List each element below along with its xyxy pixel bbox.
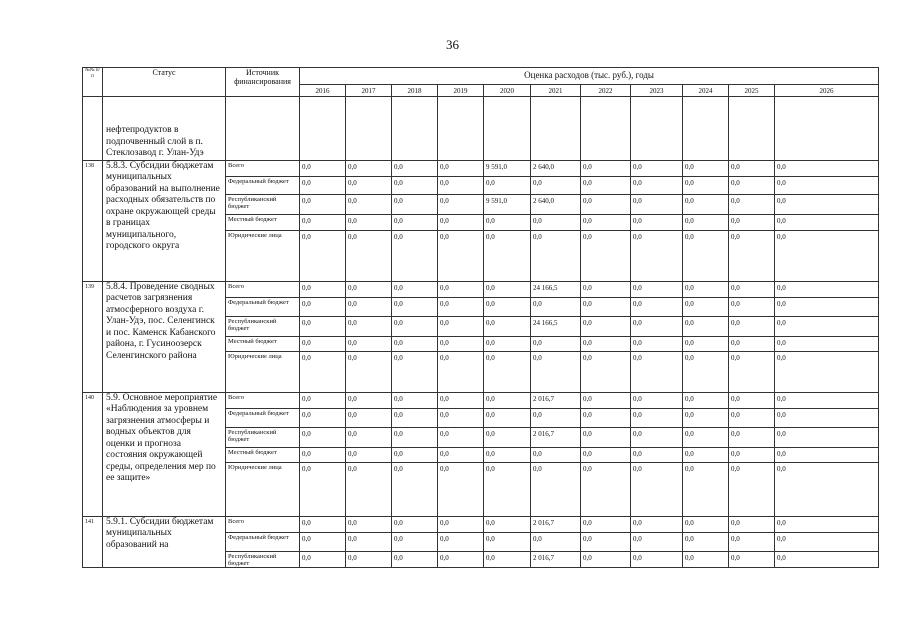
value-cell: 0,0 (581, 408, 631, 427)
value-cell: 0,0 (775, 176, 879, 194)
source-cell: Федеральный бюджет (226, 176, 300, 194)
status-cell: 5.8.3. Субсидии бюджетам муниципальных образований на выполнение расходных обязательств по охране окружающей среды в границах муниципального, городского округа (103, 160, 226, 281)
value-cell: 0,0 (729, 316, 775, 336)
source-cell: Республиканский бюджет (226, 551, 300, 567)
value-cell: 0,0 (683, 551, 729, 567)
value-cell: 0,0 (683, 392, 729, 408)
row-number: 139 (83, 281, 103, 392)
value-cell: 0,0 (531, 532, 581, 551)
value-cell: 0,0 (683, 408, 729, 427)
value-cell: 0,0 (300, 194, 346, 214)
value-cell: 0,0 (683, 516, 729, 532)
value-cell: 0,0 (392, 281, 438, 297)
value-cell: 0,0 (631, 176, 683, 194)
value-cell: 0,0 (729, 281, 775, 297)
value-cell: 0,0 (300, 281, 346, 297)
source-cell: Федеральный бюджет (226, 408, 300, 427)
value-cell: 0,0 (729, 447, 775, 462)
value-cell: 0,0 (775, 408, 879, 427)
value-cell: 0,0 (683, 281, 729, 297)
header-year: 2024 (683, 85, 729, 97)
value-cell: 0,0 (484, 297, 531, 316)
value-cell: 0,0 (631, 532, 683, 551)
value-cell: 9 591,0 (484, 194, 531, 214)
row-number: 141 (83, 516, 103, 567)
value-cell: 0,0 (581, 447, 631, 462)
value-cell: 0,0 (346, 462, 392, 516)
value-cell: 0,0 (683, 194, 729, 214)
value-cell: 0,0 (581, 336, 631, 351)
value-cell: 0,0 (300, 336, 346, 351)
status-cell: 5.9. Основное мероприятие «Наблюдения за уровнем загрязнения атмосферы и водных объектов для оценки и прогноза состояния окружающей среды, определения мер по ее защите» (103, 392, 226, 516)
value-cell: 0,0 (346, 160, 392, 176)
value-cell: 0,0 (438, 427, 484, 447)
source-cell: Республиканский бюджет (226, 316, 300, 336)
value-cell: 0,0 (300, 351, 346, 392)
value-cell: 0,0 (438, 551, 484, 567)
value-cell: 0,0 (300, 427, 346, 447)
value-cell: 0,0 (300, 447, 346, 462)
value-cell: 0,0 (683, 462, 729, 516)
value-cell: 0,0 (438, 160, 484, 176)
value-cell (484, 97, 531, 161)
header-year: 2016 (300, 85, 346, 97)
value-cell: 0,0 (683, 351, 729, 392)
value-cell (631, 97, 683, 161)
value-cell: 0,0 (484, 532, 531, 551)
value-cell: 0,0 (300, 551, 346, 567)
value-cell: 0,0 (300, 160, 346, 176)
value-cell: 0,0 (484, 392, 531, 408)
value-cell: 0,0 (531, 447, 581, 462)
value-cell: 0,0 (484, 462, 531, 516)
value-cell: 2 640,0 (531, 194, 581, 214)
value-cell: 0,0 (581, 516, 631, 532)
value-cell: 0,0 (581, 230, 631, 281)
value-cell: 0,0 (346, 551, 392, 567)
value-cell: 0,0 (392, 462, 438, 516)
value-cell: 0,0 (775, 462, 879, 516)
value-cell: 0,0 (775, 351, 879, 392)
value-cell: 0,0 (531, 297, 581, 316)
value-cell: 0,0 (729, 176, 775, 194)
value-cell: 0,0 (631, 281, 683, 297)
source-cell: Всего (226, 281, 300, 297)
value-cell: 0,0 (729, 516, 775, 532)
value-cell: 0,0 (300, 297, 346, 316)
value-cell: 0,0 (581, 392, 631, 408)
header-status: Статус (103, 68, 226, 97)
value-cell: 0,0 (729, 462, 775, 516)
row-number (83, 97, 103, 161)
value-cell: 0,0 (346, 230, 392, 281)
value-cell: 0,0 (775, 427, 879, 447)
value-cell: 0,0 (392, 214, 438, 230)
value-cell: 0,0 (392, 532, 438, 551)
row-number: 138 (83, 160, 103, 281)
header-year: 2019 (438, 85, 484, 97)
status-cell: 5.9.1. Субсидии бюджетам муниципальных образований на (103, 516, 226, 567)
source-cell: Республиканский бюджет (226, 427, 300, 447)
value-cell: 0,0 (300, 214, 346, 230)
value-cell: 0,0 (775, 336, 879, 351)
value-cell: 0,0 (438, 316, 484, 336)
value-cell: 0,0 (300, 230, 346, 281)
source-cell: Всего (226, 516, 300, 532)
value-cell: 0,0 (729, 532, 775, 551)
value-cell: 0,0 (300, 408, 346, 427)
value-cell: 0,0 (392, 160, 438, 176)
value-cell: 0,0 (438, 176, 484, 194)
value-cell: 0,0 (484, 281, 531, 297)
source-cell: Федеральный бюджет (226, 532, 300, 551)
value-cell: 0,0 (775, 214, 879, 230)
value-cell: 0,0 (729, 427, 775, 447)
value-cell: 0,0 (729, 408, 775, 427)
value-cell: 0,0 (484, 214, 531, 230)
value-cell: 0,0 (775, 281, 879, 297)
header-year: 2026 (775, 85, 879, 97)
value-cell: 0,0 (531, 214, 581, 230)
value-cell: 0,0 (438, 214, 484, 230)
value-cell: 0,0 (438, 336, 484, 351)
value-cell (775, 97, 879, 161)
source-cell: Республиканский бюджет (226, 194, 300, 214)
value-cell: 0,0 (775, 160, 879, 176)
value-cell: 0,0 (775, 532, 879, 551)
value-cell: 0,0 (581, 160, 631, 176)
value-cell: 0,0 (484, 551, 531, 567)
value-cell: 0,0 (581, 281, 631, 297)
value-cell: 0,0 (531, 336, 581, 351)
value-cell: 0,0 (729, 336, 775, 351)
source-cell: Федеральный бюджет (226, 297, 300, 316)
value-cell: 0,0 (438, 281, 484, 297)
row-number: 140 (83, 392, 103, 516)
value-cell: 0,0 (581, 462, 631, 516)
value-cell: 0,0 (531, 176, 581, 194)
header-year: 2020 (484, 85, 531, 97)
value-cell: 0,0 (729, 551, 775, 567)
value-cell: 0,0 (392, 316, 438, 336)
value-cell: 0,0 (775, 516, 879, 532)
source-cell: Юридические лица (226, 230, 300, 281)
header-year: 2025 (729, 85, 775, 97)
value-cell: 0,0 (392, 408, 438, 427)
source-cell (226, 97, 300, 161)
value-cell: 0,0 (346, 408, 392, 427)
value-cell: 0,0 (631, 392, 683, 408)
value-cell (683, 97, 729, 161)
value-cell: 0,0 (346, 532, 392, 551)
value-cell: 0,0 (346, 297, 392, 316)
value-cell: 0,0 (300, 316, 346, 336)
value-cell: 0,0 (775, 447, 879, 462)
source-cell: Местный бюджет (226, 214, 300, 230)
value-cell: 0,0 (438, 408, 484, 427)
value-cell: 0,0 (392, 516, 438, 532)
value-cell: 0,0 (484, 316, 531, 336)
value-cell: 0,0 (775, 297, 879, 316)
value-cell: 0,0 (581, 214, 631, 230)
value-cell (346, 97, 392, 161)
header-year: 2022 (581, 85, 631, 97)
value-cell: 0,0 (438, 194, 484, 214)
value-cell (300, 97, 346, 161)
source-cell: Местный бюджет (226, 336, 300, 351)
value-cell: 0,0 (484, 408, 531, 427)
value-cell: 0,0 (484, 230, 531, 281)
value-cell: 0,0 (631, 447, 683, 462)
source-cell: Всего (226, 160, 300, 176)
value-cell: 0,0 (683, 297, 729, 316)
value-cell: 0,0 (438, 516, 484, 532)
value-cell: 0,0 (531, 230, 581, 281)
value-cell: 0,0 (438, 297, 484, 316)
value-cell (729, 97, 775, 161)
value-cell: 0,0 (484, 427, 531, 447)
value-cell: 0,0 (346, 336, 392, 351)
value-cell: 0,0 (581, 427, 631, 447)
value-cell: 0,0 (346, 516, 392, 532)
value-cell: 0,0 (392, 427, 438, 447)
value-cell: 0,0 (438, 351, 484, 392)
value-cell: 2 016,7 (531, 551, 581, 567)
value-cell: 0,0 (631, 462, 683, 516)
value-cell: 0,0 (300, 176, 346, 194)
value-cell: 0,0 (683, 230, 729, 281)
value-cell: 0,0 (392, 447, 438, 462)
value-cell: 0,0 (631, 316, 683, 336)
value-cell: 0,0 (729, 297, 775, 316)
value-cell: 0,0 (581, 297, 631, 316)
value-cell: 0,0 (775, 392, 879, 408)
value-cell: 0,0 (531, 351, 581, 392)
value-cell: 0,0 (683, 316, 729, 336)
value-cell: 0,0 (346, 351, 392, 392)
value-cell: 0,0 (346, 316, 392, 336)
header-number: №№ п/п (83, 68, 103, 97)
value-cell: 0,0 (346, 214, 392, 230)
value-cell: 0,0 (631, 351, 683, 392)
value-cell: 0,0 (392, 351, 438, 392)
value-cell: 0,0 (392, 176, 438, 194)
value-cell: 0,0 (729, 351, 775, 392)
value-cell: 0,0 (683, 160, 729, 176)
value-cell: 0,0 (631, 230, 683, 281)
value-cell: 0,0 (581, 194, 631, 214)
value-cell: 0,0 (581, 351, 631, 392)
value-cell: 0,0 (438, 532, 484, 551)
value-cell: 0,0 (775, 194, 879, 214)
value-cell: 0,0 (484, 336, 531, 351)
value-cell: 0,0 (631, 516, 683, 532)
value-cell: 0,0 (300, 532, 346, 551)
value-cell: 0,0 (775, 230, 879, 281)
value-cell: 0,0 (392, 194, 438, 214)
table-row (83, 97, 879, 161)
value-cell: 0,0 (631, 336, 683, 351)
value-cell: 0,0 (531, 408, 581, 427)
value-cell: 0,0 (631, 427, 683, 447)
value-cell: 0,0 (683, 176, 729, 194)
value-cell: 0,0 (631, 297, 683, 316)
value-cell: 0,0 (392, 551, 438, 567)
table-row (83, 160, 879, 176)
value-cell: 0,0 (729, 392, 775, 408)
budget-table (82, 67, 879, 568)
value-cell: 0,0 (392, 392, 438, 408)
header-year: 2017 (346, 85, 392, 97)
value-cell (438, 97, 484, 161)
table-row (83, 516, 879, 532)
value-cell: 0,0 (683, 214, 729, 230)
page-number: 36 (446, 37, 459, 52)
value-cell (581, 97, 631, 161)
value-cell: 0,0 (392, 336, 438, 351)
value-cell: 0,0 (729, 160, 775, 176)
value-cell: 0,0 (484, 351, 531, 392)
value-cell: 0,0 (683, 447, 729, 462)
value-cell: 0,0 (392, 230, 438, 281)
value-cell: 0,0 (531, 462, 581, 516)
header-year: 2018 (392, 85, 438, 97)
value-cell: 0,0 (683, 427, 729, 447)
value-cell: 0,0 (729, 194, 775, 214)
value-cell: 0,0 (683, 336, 729, 351)
value-cell: 0,0 (484, 516, 531, 532)
value-cell: 0,0 (346, 427, 392, 447)
value-cell: 0,0 (581, 316, 631, 336)
value-cell: 0,0 (631, 194, 683, 214)
value-cell: 0,0 (438, 392, 484, 408)
header-year: 2021 (531, 85, 581, 97)
value-cell: 0,0 (346, 281, 392, 297)
table-row (83, 392, 879, 408)
value-cell: 24 166,5 (531, 281, 581, 297)
value-cell: 0,0 (729, 214, 775, 230)
value-cell: 0,0 (438, 230, 484, 281)
source-cell: Юридические лица (226, 462, 300, 516)
header-estimate: Оценка расходов (тыс. руб.), годы (300, 68, 879, 85)
value-cell: 0,0 (346, 447, 392, 462)
value-cell: 0,0 (300, 392, 346, 408)
value-cell: 0,0 (581, 551, 631, 567)
status-cell: нефтепродуктов в подпочвенный слой в п. Стеклозавод г. Улан-Удэ (103, 97, 226, 161)
value-cell: 0,0 (729, 230, 775, 281)
value-cell: 0,0 (438, 462, 484, 516)
source-cell: Всего (226, 392, 300, 408)
value-cell: 0,0 (631, 408, 683, 427)
header-source: Источник финансирования (226, 68, 300, 97)
value-cell (531, 97, 581, 161)
table-row (83, 68, 879, 85)
value-cell: 0,0 (438, 447, 484, 462)
value-cell: 0,0 (775, 551, 879, 567)
value-cell: 0,0 (346, 194, 392, 214)
value-cell: 2 016,7 (531, 516, 581, 532)
value-cell: 0,0 (631, 214, 683, 230)
value-cell: 2 640,0 (531, 160, 581, 176)
source-cell: Юридические лица (226, 351, 300, 392)
value-cell: 0,0 (581, 532, 631, 551)
status-cell: 5.8.4. Проведение сводных расчетов загрязнения атмосферного воздуха г. Улан-Удэ, пос. Селенгинск и пос. Каменск Кабанского района, г. Гусиноозерск Селенгинского района (103, 281, 226, 392)
value-cell: 2 016,7 (531, 427, 581, 447)
value-cell: 24 166,5 (531, 316, 581, 336)
value-cell: 0,0 (631, 551, 683, 567)
value-cell: 0,0 (581, 176, 631, 194)
value-cell: 0,0 (775, 316, 879, 336)
value-cell: 9 591,0 (484, 160, 531, 176)
value-cell: 0,0 (484, 176, 531, 194)
value-cell: 0,0 (484, 447, 531, 462)
value-cell: 0,0 (683, 532, 729, 551)
value-cell: 0,0 (300, 516, 346, 532)
table-row (83, 281, 879, 297)
value-cell: 0,0 (346, 392, 392, 408)
value-cell: 0,0 (392, 297, 438, 316)
value-cell: 0,0 (631, 160, 683, 176)
value-cell: 0,0 (346, 176, 392, 194)
value-cell: 2 016,7 (531, 392, 581, 408)
source-cell: Местный бюджет (226, 447, 300, 462)
header-year: 2023 (631, 85, 683, 97)
value-cell: 0,0 (300, 462, 346, 516)
value-cell (392, 97, 438, 161)
